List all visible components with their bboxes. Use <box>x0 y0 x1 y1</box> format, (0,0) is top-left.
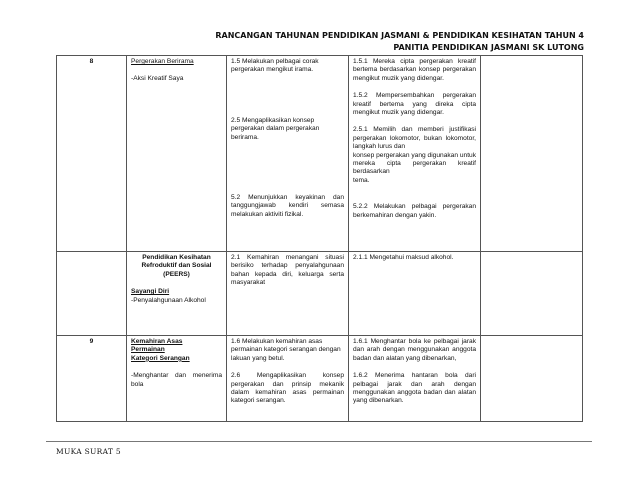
unit-cell <box>127 336 227 422</box>
notes-cell <box>481 56 583 252</box>
learning-standard: 1.6.1 Menghantar bola ke pelbagai jarak dan arah dengan menggunakan anggota badan dan alatan yang dibenarkan, <box>353 338 476 362</box>
unit-subtitle: -Aksi Kreatif Saya <box>131 75 184 83</box>
header-title: RANCANGAN TAHUNAN PENDIDIKAN JASMANI & PENDIDIKAN KESIHATAN TAHUN 4 <box>215 31 584 40</box>
learning-standard: 2.5.1 Memilih dan memberi justifikasi pergerakan lokomotor, bukan lokomotor, langkah lurus dan <box>353 126 476 151</box>
notes-cell <box>481 336 583 422</box>
content-standard: 2.5 Mengaplikasikan konsep pergerakan dalam pergerakan berirama. <box>231 116 320 141</box>
unit-title: Kemahiran Asas <box>131 338 183 345</box>
week-cell: 9 <box>57 336 127 422</box>
learning-standard: 1.5.2 Mempersembahkan pergerakan kreatif bertema yang direka cipta mengikut muzik yang didengar. <box>353 92 476 117</box>
week-cell: 8 <box>57 56 127 252</box>
unit-subtitle: -Penyalahgunaan Alkohol <box>131 296 206 304</box>
notes-cell <box>481 252 583 336</box>
content-standard: 5.2 Menunjukkan keyakinan dan tanggungjawab kendiri semasa melakukan aktiviti fizikal. <box>231 194 344 218</box>
content-standard: 1.6 Melakukan kemahiran asas permainan kategori serangan dengan lakuan yang betul. <box>231 338 341 362</box>
header-subtitle: PANITIA PENDIDIKAN JASMANI SK LUTONG <box>393 43 584 52</box>
content-standard: 2.6 Mengaplikasikan konsep pergerakan dan prinsip mekanik dalam kemahiran asas permainan kategori serangan. <box>231 372 344 405</box>
learning-standard: tema. <box>353 176 370 184</box>
unit-title: Sayangi Diri <box>131 288 170 296</box>
unit-title: Kategori Serangan <box>131 354 190 362</box>
unit-title: (PEERS) <box>163 270 190 278</box>
objective-cell <box>349 252 481 336</box>
content-standard: 2.1 Kemahiran menangani situasi berisiko terhadap penyalahgunaan bahan kepada diri, keluarga serta masyarakat <box>231 254 344 287</box>
standard-cell <box>227 56 349 252</box>
table-row <box>57 252 583 336</box>
learning-standard: konsep pergerakan yang digunakan untuk mereka cipta pergerakan kreatif berdasarkan <box>353 151 476 176</box>
footer-divider <box>46 441 592 442</box>
unit-cell <box>127 252 227 336</box>
standard-cell <box>227 252 349 336</box>
learning-standard: 1.6.2 Menerima hantaran bola dari pelbagai jarak dan arah dengan menggunakan anggota badan dan alatan yang dibenarkan. <box>353 372 476 405</box>
table-row <box>57 336 583 422</box>
objective-cell <box>349 56 481 252</box>
objective-cell <box>349 336 481 422</box>
unit-title: Refroduktif dan Sosial <box>141 262 212 270</box>
content-standard: 1.5 Melakukan pelbagai corak pergerakan mengikut irama. <box>231 58 319 74</box>
unit-title: Pergerakan Berirama <box>131 58 194 65</box>
standard-cell <box>227 336 349 422</box>
table-row <box>57 56 583 252</box>
lesson-plan-table <box>56 55 583 422</box>
unit-title: Pendidikan Kesihatan <box>142 254 211 261</box>
learning-standard: 1.5.1 Mereka cipta pergerakan kreatif bertema berdasarkan konsep pergerakan mengikut muzik yang didengar. <box>353 58 476 82</box>
unit-cell <box>127 56 227 252</box>
unit-subtitle: -Menghantar dan menerima bola <box>131 372 222 388</box>
page-number: MUKA SURAT 5 <box>56 447 121 456</box>
week-cell <box>57 252 127 336</box>
learning-standard: 2.1.1 Mengetahui maksud alkohol. <box>353 254 454 261</box>
unit-title: Permainan <box>131 346 165 354</box>
learning-standard: 5.2.2 Melakukan pelbagai pergerakan berkemahiran dengan yakin. <box>353 203 476 219</box>
